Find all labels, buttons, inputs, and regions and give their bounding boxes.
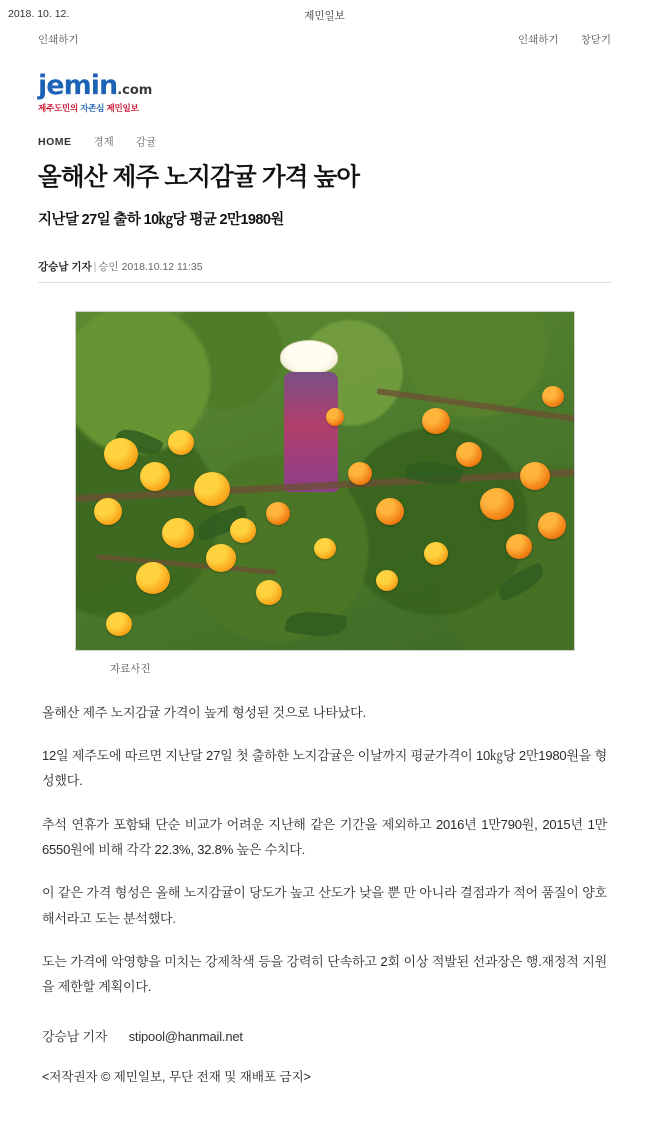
reporter-email[interactable]: stipool@hanmail.net bbox=[128, 1028, 243, 1044]
photo-tangerine bbox=[538, 512, 566, 539]
photo-tangerine bbox=[106, 612, 132, 636]
photo-tangerine bbox=[542, 386, 564, 407]
photo-tangerine bbox=[348, 462, 372, 485]
photo-tangerine bbox=[256, 580, 282, 605]
photo-tangerine bbox=[376, 570, 398, 591]
breadcrumb bbox=[38, 134, 611, 149]
toolbar-right-group bbox=[518, 32, 611, 47]
photo-worker-hat bbox=[280, 340, 338, 374]
logo-tagline bbox=[38, 102, 611, 114]
article-paragraph: 12일 제주도에 따르면 지난달 27일 첫 출하한 노지감귤은 이날까지 평균가격이 10㎏당 2만1980원을 형성했다. bbox=[42, 747, 607, 789]
content-wrapper bbox=[0, 72, 649, 1085]
photo-tangerine bbox=[206, 544, 236, 572]
close-window-button[interactable]: 창닫기 bbox=[580, 34, 611, 46]
photo-tangerine bbox=[506, 534, 532, 559]
photo-tangerine bbox=[520, 462, 550, 490]
print-button-left[interactable]: 인쇄하기 bbox=[38, 34, 79, 46]
photo-tangerine bbox=[480, 488, 514, 520]
article-headline: 올해산 제주 노지감귤 가격 높아 bbox=[38, 164, 360, 191]
photo-tangerine bbox=[266, 502, 290, 525]
article-byline bbox=[38, 259, 611, 283]
article-paragraph: 도는 가격에 악영향을 미치는 강제착색 등을 강력히 단속하고 2회 이상 적발된 선과장은 행.재정적 지원을 제한할 계획이다. bbox=[42, 954, 607, 995]
photo-tangerine bbox=[104, 438, 138, 470]
copyright-notice: <저작권자 © 제민일보, 무단 전재 및 재배포 금지> bbox=[42, 1070, 311, 1085]
photo-tangerine bbox=[422, 408, 450, 434]
photo-tangerine bbox=[376, 498, 404, 525]
photo-tangerine bbox=[140, 462, 170, 491]
tagline-part-1: 제주도민의 bbox=[38, 103, 79, 113]
article-photo bbox=[75, 311, 575, 651]
site-logo[interactable] bbox=[38, 72, 611, 118]
article-figure bbox=[38, 311, 611, 676]
author-name: 강승남 기자 bbox=[38, 260, 92, 273]
logo-dotcom: .com bbox=[117, 83, 153, 98]
print-toolbar bbox=[0, 26, 649, 54]
photo-worker-body bbox=[284, 372, 338, 492]
logo-wordmark bbox=[38, 72, 611, 99]
publish-timestamp: 승인 2018.10.12 11:35 bbox=[98, 260, 203, 273]
photo-tangerine bbox=[314, 538, 336, 559]
reporter-name: 강승남 기자 bbox=[42, 1028, 108, 1044]
print-date: 2018. 10. 12. bbox=[8, 8, 70, 20]
breadcrumb-item-home[interactable]: HOME bbox=[38, 135, 72, 148]
article-paragraph: 이 같은 가격 형성은 올해 노지감귤이 당도가 높고 산도가 낮을 뿐 만 아니라 결점과가 적어 품질이 양호해서라고 도는 분석했다. bbox=[42, 885, 607, 926]
article-paragraph: 추석 연휴가 포함돼 단순 비교가 어려운 지난해 같은 기간을 제외하고 2016년 1만790원, 2015년 1만6550원에 비해 각각 22.3%, 32.8% 높은 수치다. bbox=[42, 816, 607, 857]
print-button-right[interactable]: 인쇄하기 bbox=[517, 34, 559, 46]
photo-tangerine bbox=[194, 472, 230, 506]
article-subheadline: 지난달 27일 출하 10㎏당 평균 2만1980원 bbox=[38, 211, 284, 228]
reporter-contact bbox=[42, 1024, 607, 1049]
tagline-part-3: 제민일보 bbox=[106, 103, 139, 113]
logo-text: jemin bbox=[38, 70, 118, 101]
paper-name: 제민일보 bbox=[304, 10, 345, 22]
breadcrumb-item-tangerine[interactable]: 감귤 bbox=[135, 136, 157, 148]
photo-caption: 자료사진 bbox=[110, 662, 151, 675]
byline-separator: | bbox=[93, 260, 97, 273]
photo-tangerine bbox=[168, 430, 194, 455]
photo-tangerine bbox=[162, 518, 194, 548]
photo-tangerine bbox=[94, 498, 122, 525]
photo-tangerine bbox=[230, 518, 256, 543]
print-header bbox=[0, 0, 649, 26]
article-paragraph: 올해산 제주 노지감귤 가격이 높게 형성된 것으로 나타났다. bbox=[42, 704, 366, 720]
article-body bbox=[38, 700, 611, 1049]
photo-tangerine bbox=[456, 442, 482, 467]
photo-tangerine bbox=[136, 562, 170, 594]
photo-tangerine bbox=[424, 542, 448, 565]
photo-tangerine bbox=[326, 408, 344, 426]
breadcrumb-item-economy[interactable]: 경제 bbox=[93, 136, 114, 148]
tagline-part-2: 자존심 bbox=[80, 103, 105, 113]
